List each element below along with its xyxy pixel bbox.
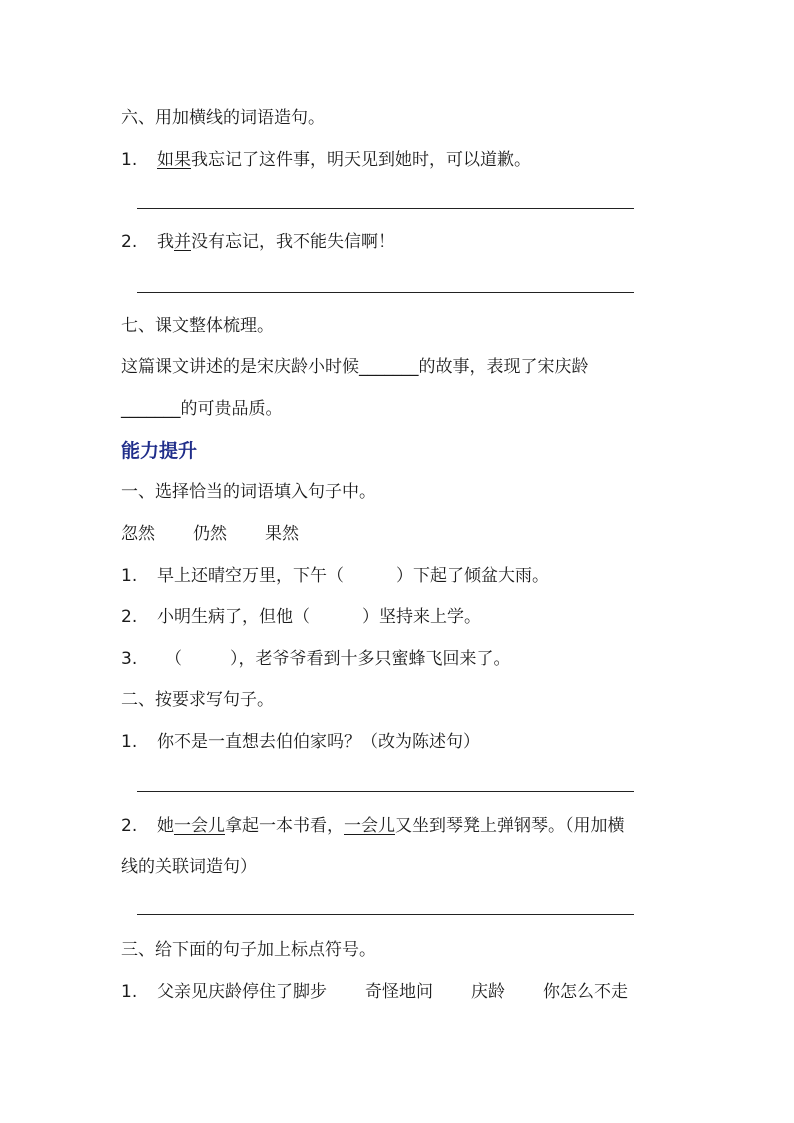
question-text-pre: 小明生病了，但他（ bbox=[157, 607, 310, 627]
question-text-pre: （ bbox=[165, 649, 182, 669]
answer-line bbox=[137, 791, 634, 792]
sec6-question-1 bbox=[121, 149, 531, 171]
p3-question-1 bbox=[121, 981, 628, 1003]
question-number: 2. bbox=[121, 607, 138, 627]
question-text-pre: 她 bbox=[157, 816, 174, 836]
section-7-title: 七、课文整体梳理。 bbox=[121, 316, 274, 336]
answer-line bbox=[137, 208, 634, 209]
p1-question-3 bbox=[121, 648, 511, 670]
word-option: 果然 bbox=[265, 524, 299, 544]
question-text-post: ）坚持来上学。 bbox=[362, 607, 481, 627]
answer-line bbox=[137, 292, 634, 293]
question-text: 又坐到琴凳上弹钢琴。（用加横 bbox=[395, 816, 625, 836]
sec7-line-2: _______的可贵品质。 bbox=[121, 399, 283, 419]
p1-question-2 bbox=[121, 606, 481, 628]
sentence-part: 父亲见庆龄停住了脚步 bbox=[157, 982, 327, 1002]
p2-question-1 bbox=[121, 731, 480, 753]
part-2-title: 二、按要求写句子。 bbox=[121, 690, 274, 710]
underlined-word: 并 bbox=[174, 232, 191, 252]
question-number: 1. bbox=[121, 732, 138, 752]
p2-question-2-cont: 线的关联词造句） bbox=[121, 857, 257, 877]
question-text-pre: 我 bbox=[157, 232, 174, 252]
question-number: 1. bbox=[121, 566, 138, 586]
word-option: 忽然 bbox=[121, 524, 155, 544]
question-text-post: ）下起了倾盆大雨。 bbox=[396, 566, 549, 586]
sentence-part: 你怎么不走 bbox=[543, 982, 628, 1002]
underlined-word: 一会儿 bbox=[344, 816, 395, 836]
question-number: 2. bbox=[121, 816, 138, 836]
answer-line bbox=[137, 914, 634, 915]
question-number: 2. bbox=[121, 232, 138, 252]
question-text-mid: 拿起一本书看， bbox=[225, 816, 344, 836]
question-text: 你不是一直想去伯伯家吗？（改为陈述句） bbox=[157, 732, 480, 752]
question-text-post: ），老爷爷看到十多只蜜蜂飞回来了。 bbox=[230, 649, 511, 669]
question-number: 1. bbox=[121, 150, 138, 170]
ability-heading: 能力提升 bbox=[121, 440, 198, 462]
sentence-part: 奇怪地问 bbox=[365, 982, 433, 1002]
question-text: 我忘记了这件事，明天见到她时，可以道歉。 bbox=[191, 150, 531, 170]
sentence-part: 庆龄 bbox=[471, 982, 505, 1002]
question-text-pre: 早上还晴空万里，下午（ bbox=[157, 566, 344, 586]
question-number: 1. bbox=[121, 982, 138, 1002]
underlined-word: 一会儿 bbox=[174, 816, 225, 836]
question-number: 3. bbox=[121, 649, 138, 669]
sec7-line-1: 这篇课文讲述的是宋庆龄小时候_______的故事，表现了宋庆龄 bbox=[121, 357, 589, 377]
sec6-question-2 bbox=[121, 231, 395, 253]
p1-question-1 bbox=[121, 565, 549, 587]
word-bank bbox=[121, 523, 299, 545]
word-option: 仍然 bbox=[193, 524, 227, 544]
question-text: 没有忘记，我不能失信啊！ bbox=[191, 232, 395, 252]
section-6-title: 六、用加横线的词语造句。 bbox=[121, 108, 325, 128]
part-3-title: 三、给下面的句子加上标点符号。 bbox=[121, 940, 376, 960]
underlined-word: 如果 bbox=[157, 150, 191, 170]
part-1-title: 一、选择恰当的词语填入句子中。 bbox=[121, 482, 376, 502]
p2-question-2 bbox=[121, 815, 625, 837]
